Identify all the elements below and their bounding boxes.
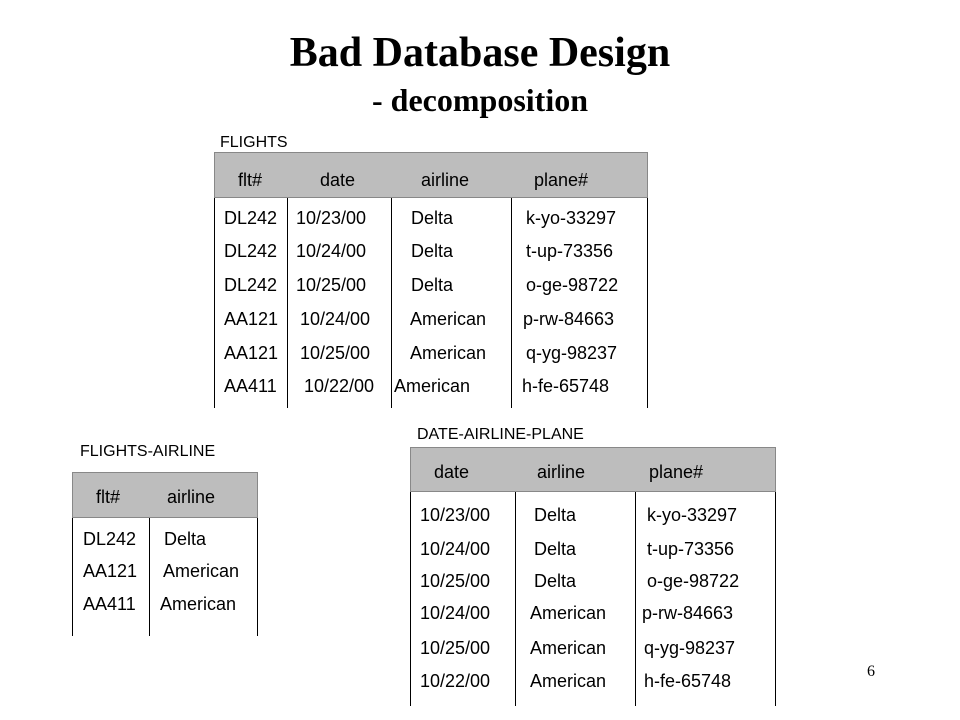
flights-cell: American [410, 343, 487, 363]
date-airline-plane-cell: k-yo-33297 [647, 505, 738, 525]
flights-cell: 10/23/00 [296, 208, 367, 228]
date-airline-plane-cell: t-up-73356 [647, 539, 735, 559]
flights-airline-right-border [257, 518, 258, 636]
date-airline-plane-header-airline: airline [537, 462, 586, 482]
date-airline-plane-cell: p-rw-84663 [642, 603, 734, 623]
flights-left-border [214, 198, 215, 408]
flights-column-divider [511, 198, 512, 408]
flights-right-border [647, 198, 648, 408]
flights-cell: American [410, 309, 487, 329]
flights-airline-cell: AA411 [83, 594, 136, 614]
date-airline-plane-left-border [410, 492, 411, 706]
flights-airline-cell: AA121 [83, 561, 138, 581]
flights-airline-cell: American [160, 594, 237, 614]
date-airline-plane-column-divider [635, 492, 636, 706]
date-airline-plane-table-label: DATE-AIRLINE-PLANE [417, 426, 584, 443]
date-airline-plane-right-border [775, 492, 776, 706]
date-airline-plane-header-date: date [434, 462, 470, 482]
date-airline-plane-cell: 10/22/00 [420, 671, 491, 691]
date-airline-plane-cell: 10/23/00 [420, 505, 491, 525]
flights-header-airline: airline [421, 170, 470, 190]
flights-cell: AA411 [224, 376, 277, 396]
date-airline-plane-table [410, 447, 776, 706]
date-airline-plane-cell: q-yg-98237 [644, 638, 736, 658]
date-airline-plane-cell: 10/24/00 [420, 603, 491, 623]
flights-header-plane: plane# [534, 170, 589, 190]
page-number: 6 [867, 663, 875, 680]
flights-airline-column-divider [149, 518, 150, 636]
date-airline-plane-cell: Delta [534, 505, 577, 525]
flights-header-date: date [320, 170, 356, 190]
date-airline-plane-cell: h-fe-65748 [644, 671, 732, 691]
flights-cell: 10/24/00 [300, 309, 371, 329]
flights-cell: AA121 [224, 309, 279, 329]
date-airline-plane-cell: Delta [534, 539, 577, 559]
flights-header-flt: flt# [238, 170, 263, 190]
flights-cell: h-fe-65748 [522, 376, 610, 396]
date-airline-plane-cell: American [530, 603, 607, 623]
flights-airline-table [72, 472, 258, 636]
date-airline-plane-cell: 10/25/00 [420, 571, 491, 591]
flights-cell: 10/22/00 [304, 376, 375, 396]
date-airline-plane-cell: American [530, 671, 607, 691]
date-airline-plane-cell: 10/25/00 [420, 638, 491, 658]
flights-cell: 10/25/00 [300, 343, 371, 363]
flights-airline-header-airline: airline [167, 487, 216, 507]
date-airline-plane-cell: o-ge-98722 [647, 571, 740, 591]
date-airline-plane-cell: Delta [534, 571, 577, 591]
flights-airline-table-label: FLIGHTS-AIRLINE [80, 443, 216, 460]
flights-cell: p-rw-84663 [523, 309, 615, 329]
flights-table-label: FLIGHTS [220, 134, 288, 151]
flights-cell: 10/24/00 [296, 241, 367, 261]
flights-column-divider [391, 198, 392, 408]
flights-cell: DL242 [224, 241, 278, 261]
flights-cell: o-ge-98722 [526, 275, 619, 295]
date-airline-plane-cell: 10/24/00 [420, 539, 491, 559]
flights-cell: Delta [411, 241, 454, 261]
flights-airline-cell: Delta [164, 529, 207, 549]
date-airline-plane-header-plane: plane# [649, 462, 704, 482]
flights-cell: t-up-73356 [526, 241, 614, 261]
flights-airline-left-border [72, 518, 73, 636]
date-airline-plane-column-divider [515, 492, 516, 706]
flights-airline-header-flt: flt# [96, 487, 121, 507]
flights-cell: American [394, 376, 471, 396]
flights-cell: k-yo-33297 [526, 208, 617, 228]
flights-cell: 10/25/00 [296, 275, 367, 295]
flights-column-divider [287, 198, 288, 408]
slide-subtitle: - decomposition [372, 82, 588, 118]
flights-cell: Delta [411, 208, 454, 228]
flights-cell: AA121 [224, 343, 279, 363]
flights-airline-cell: DL242 [83, 529, 137, 549]
slide-title: Bad Database Design [289, 30, 671, 76]
flights-cell: DL242 [224, 275, 278, 295]
date-airline-plane-cell: American [530, 638, 607, 658]
flights-table [214, 152, 648, 408]
flights-airline-cell: American [163, 561, 240, 581]
flights-cell: DL242 [224, 208, 278, 228]
flights-cell: q-yg-98237 [526, 343, 618, 363]
flights-cell: Delta [411, 275, 454, 295]
